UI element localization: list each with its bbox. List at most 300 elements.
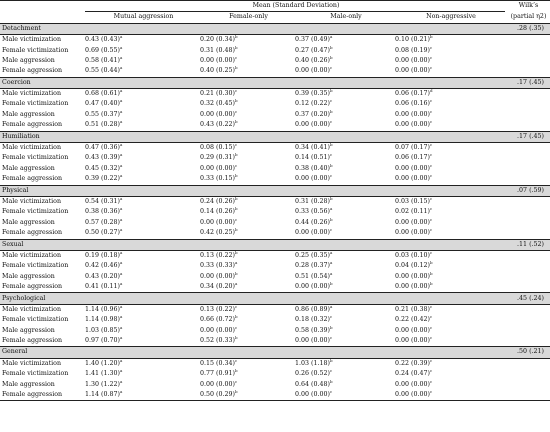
value-cell <box>295 120 395 131</box>
value-cell <box>395 326 505 336</box>
table-row <box>0 45 550 55</box>
mean-sd-value: 0.00 (0.00) <box>395 229 430 237</box>
group-superscript: c <box>429 174 433 179</box>
wilks-blank-cell <box>505 164 550 174</box>
wilks-blank-cell <box>505 56 550 66</box>
row-label: Female aggression <box>2 283 63 291</box>
mean-sd-value: 0.41 (0.11) <box>85 283 120 291</box>
value-cell <box>395 272 505 282</box>
value-cell <box>295 326 395 336</box>
mean-sd-value: 0.45 (0.32) <box>85 164 120 172</box>
value-cell <box>200 304 295 315</box>
mean-sd-value: 0.00 (0.00) <box>200 272 235 280</box>
value-cell <box>295 45 395 55</box>
group-superscript: c <box>329 120 333 125</box>
table-row <box>0 315 550 325</box>
mean-sd-value: 0.00 (0.00) <box>200 380 235 388</box>
section-shade-cell <box>85 23 200 34</box>
value-cell <box>295 261 395 271</box>
value-cell <box>85 120 200 131</box>
section-shade-cell <box>295 239 395 250</box>
section-header-row <box>0 77 550 88</box>
mean-sd-value: 0.22 (0.42) <box>395 316 430 324</box>
row-label: Female victimization <box>2 262 69 270</box>
group-superscript: a <box>119 389 123 394</box>
value-cell <box>295 66 395 77</box>
table-row <box>0 99 550 109</box>
mean-sd-value: 0.33 (0.56) <box>295 208 330 216</box>
value-cell <box>200 56 295 66</box>
section-shade-cell <box>395 293 505 304</box>
section-title: Sexual <box>0 239 85 250</box>
value-cell <box>200 315 295 325</box>
section-wilks-value: .07 (.59) <box>505 185 550 196</box>
mean-sd-value: 0.50 (0.27) <box>85 229 120 237</box>
group-superscript: a <box>119 99 123 104</box>
value-cell <box>395 56 505 66</box>
table-row <box>0 304 550 315</box>
mean-sd-value: 0.00 (0.00) <box>295 67 330 75</box>
mean-sd-heading: Mean (Standard Deviation) <box>85 1 505 12</box>
table-row <box>0 261 550 271</box>
mean-sd-value: 0.58 (0.39) <box>295 326 330 334</box>
value-cell <box>200 207 295 217</box>
group-superscript: c <box>234 88 238 93</box>
group-superscript: a <box>119 358 123 363</box>
table-row <box>0 142 550 153</box>
section-wilks-value: .17 (.45) <box>505 77 550 88</box>
table-row <box>0 174 550 185</box>
mean-sd-value: 0.51 (0.54) <box>295 272 330 280</box>
value-cell <box>395 304 505 315</box>
value-cell <box>85 218 200 228</box>
group-superscript: b <box>234 196 238 201</box>
section-shade-cell <box>200 185 295 196</box>
wilks-blank-cell <box>505 304 550 315</box>
group-superscript: a <box>119 109 123 114</box>
value-cell <box>200 326 295 336</box>
mean-sd-value: 0.00 (0.00) <box>395 326 430 334</box>
mean-sd-value: 0.06 (0.17) <box>395 90 430 98</box>
value-cell <box>395 315 505 325</box>
mean-sd-value: 1.14 (0.96) <box>85 305 120 313</box>
value-cell <box>200 110 295 120</box>
value-cell <box>295 35 395 46</box>
value-cell <box>295 315 395 325</box>
section-shade-cell <box>85 293 200 304</box>
mean-sd-value: 0.77 (0.91) <box>200 370 235 378</box>
mean-sd-value: 0.39 (0.35) <box>295 90 330 98</box>
wilks-blank-cell <box>505 250 550 261</box>
group-superscript: b <box>429 261 433 266</box>
value-cell <box>295 336 395 347</box>
row-label: Male aggression <box>2 272 55 280</box>
table-row <box>0 35 550 46</box>
row-label: Female victimization <box>2 316 69 324</box>
value-cell <box>85 261 200 271</box>
group-superscript: b <box>234 34 238 40</box>
mean-sd-value: 0.40 (0.25) <box>200 67 235 75</box>
table-row <box>0 369 550 379</box>
group-superscript: c <box>329 174 333 179</box>
value-cell <box>395 99 505 109</box>
section-header-row <box>0 185 550 196</box>
group-superscript: b <box>234 369 238 374</box>
group-superscript: a <box>119 142 123 147</box>
wilks-blank-cell <box>505 218 550 228</box>
table-row <box>0 336 550 347</box>
mean-sd-value: 0.02 (0.11) <box>395 208 430 216</box>
mean-sd-value: 0.29 (0.31) <box>200 154 235 162</box>
group-superscript: c <box>429 120 433 125</box>
group-superscript: c <box>429 250 433 255</box>
group-superscript: c <box>429 153 433 158</box>
group-superscript: b <box>329 282 333 287</box>
value-cell <box>85 390 200 401</box>
mean-sd-value: 0.00 (0.00) <box>200 56 235 64</box>
group-superscript: b <box>234 99 238 104</box>
mean-sd-value: 0.00 (0.00) <box>395 164 430 172</box>
row-label: Female aggression <box>2 229 63 237</box>
group-superscript: c <box>429 358 433 363</box>
wilks-blank-cell <box>505 282 550 293</box>
mean-sd-value: 1.14 (0.87) <box>85 391 120 399</box>
group-superscript: a <box>119 369 123 374</box>
mean-sd-value: 0.00 (0.00) <box>295 175 330 183</box>
wilks-blank-cell <box>505 153 550 163</box>
value-cell <box>395 142 505 153</box>
section-shade-cell <box>200 23 295 34</box>
section-title: Coercion <box>0 77 85 88</box>
mean-sd-value: 0.31 (0.28) <box>295 197 330 205</box>
row-label: Male victimization <box>2 305 62 313</box>
section-shade-cell <box>85 185 200 196</box>
mean-sd-value: 0.00 (0.00) <box>395 218 430 226</box>
group-superscript: d <box>429 88 433 93</box>
value-cell <box>200 336 295 347</box>
mean-sd-value: 0.03 (0.10) <box>395 251 430 259</box>
mean-sd-value: 0.40 (0.26) <box>295 56 330 64</box>
table-row <box>0 110 550 120</box>
value-cell <box>85 164 200 174</box>
mean-sd-value: 0.14 (0.26) <box>200 208 235 216</box>
value-cell <box>395 120 505 131</box>
value-cell <box>85 174 200 185</box>
group-superscript: b <box>429 271 433 276</box>
wilks-blank-cell <box>505 120 550 131</box>
group-superscript: c <box>429 315 433 320</box>
column-header-non-aggressive: Non-aggressive <box>395 12 505 23</box>
group-superscript: a <box>329 261 333 266</box>
section-shade-cell <box>85 131 200 142</box>
value-cell <box>395 282 505 293</box>
value-cell <box>395 110 505 120</box>
mean-sd-value: 0.31 (0.48) <box>200 46 235 54</box>
mean-sd-value: 0.07 (0.17) <box>395 144 430 152</box>
section-wilks-value: .50 (.21) <box>505 347 550 358</box>
value-cell <box>85 304 200 315</box>
value-cell <box>395 66 505 77</box>
group-superscript: c <box>329 153 333 158</box>
value-cell <box>395 45 505 55</box>
mean-sd-value: 0.28 (0.37) <box>295 262 330 270</box>
mean-sd-value: 0.55 (0.37) <box>85 110 120 118</box>
group-superscript: b <box>329 358 333 363</box>
section-wilks-value: .28 (.35) <box>505 23 550 34</box>
mean-sd-value: 0.04 (0.12) <box>395 262 430 270</box>
group-superscript: a <box>119 379 123 384</box>
value-cell <box>200 380 295 390</box>
value-cell <box>85 196 200 207</box>
group-superscript: b <box>234 45 238 50</box>
group-superscript: a <box>119 66 123 71</box>
group-superscript: c <box>329 315 333 320</box>
wilks-blank-cell <box>505 207 550 217</box>
value-cell <box>395 196 505 207</box>
mean-sd-value: 0.00 (0.00) <box>295 337 330 345</box>
group-superscript: a <box>329 250 333 255</box>
wilks-blank-cell <box>505 174 550 185</box>
mean-sd-value: 1.40 (1.20) <box>85 359 120 367</box>
mean-sd-value: 0.00 (0.00) <box>395 56 430 64</box>
mean-sd-value: 0.00 (0.00) <box>395 283 430 291</box>
value-cell <box>200 45 295 55</box>
mean-sd-value: 0.43 (0.39) <box>85 154 120 162</box>
value-cell <box>395 390 505 401</box>
mean-sd-value: 0.00 (0.00) <box>295 121 330 129</box>
group-superscript: a <box>234 261 238 266</box>
section-shade-cell <box>395 347 505 358</box>
group-superscript: c <box>234 55 238 60</box>
mean-sd-value: 0.00 (0.00) <box>395 67 430 75</box>
group-superscript: c <box>429 389 433 394</box>
value-cell <box>395 89 505 100</box>
section-shade-cell <box>85 77 200 88</box>
row-label: Female victimization <box>2 154 69 162</box>
section-title: General <box>0 347 85 358</box>
mean-sd-value: 0.37 (0.20) <box>295 110 330 118</box>
group-superscript: c <box>429 217 433 222</box>
value-cell <box>395 153 505 163</box>
group-superscript: b <box>329 142 333 147</box>
mean-sd-value: 0.42 (0.46) <box>85 262 120 270</box>
wilks-blank-cell <box>505 336 550 347</box>
value-cell <box>200 164 295 174</box>
mean-sd-value: 0.08 (0.15) <box>200 144 235 152</box>
mean-sd-value: 0.51 (0.28) <box>85 121 120 129</box>
value-cell <box>200 261 295 271</box>
section-shade-cell <box>85 239 200 250</box>
value-cell <box>85 142 200 153</box>
row-label: Female aggression <box>0 390 85 401</box>
group-superscript: b <box>329 55 333 60</box>
row-label: Female aggression <box>2 121 63 129</box>
value-cell <box>295 250 395 261</box>
mean-sd-value: 0.13 (0.22) <box>200 251 235 259</box>
mean-sd-value: 0.06 (0.16) <box>395 100 430 108</box>
mean-sd-value: 0.13 (0.22) <box>200 305 235 313</box>
group-superscript: c <box>429 45 433 50</box>
value-cell <box>200 142 295 153</box>
group-superscript: b <box>329 379 333 384</box>
group-superscript: b <box>234 207 238 212</box>
mean-sd-value: 0.34 (0.41) <box>295 144 330 152</box>
header-blank-cell <box>0 12 85 23</box>
wilks-heading: Wilk’s <box>505 1 550 12</box>
group-superscript: a <box>119 228 123 233</box>
group-superscript: b <box>329 325 333 330</box>
group-superscript: c <box>429 55 433 60</box>
group-superscript: c <box>329 228 333 233</box>
group-superscript: b <box>329 217 333 222</box>
group-superscript: a <box>234 282 238 287</box>
value-cell <box>85 56 200 66</box>
header-blank-cell <box>0 1 85 12</box>
table-row <box>0 56 550 66</box>
table-row <box>0 250 550 261</box>
mean-sd-value: 0.21 (0.30) <box>200 90 235 98</box>
value-cell <box>200 35 295 46</box>
mean-sd-value: 0.97 (0.70) <box>85 337 120 345</box>
mean-sd-value: 0.33 (0.15) <box>200 175 235 183</box>
group-superscript: c <box>429 99 433 104</box>
mean-sd-value: 1.14 (0.98) <box>85 316 120 324</box>
group-superscript: b <box>234 120 238 125</box>
section-shade-cell <box>395 131 505 142</box>
value-cell <box>395 218 505 228</box>
mean-sd-value: 0.43 (0.22) <box>200 121 235 129</box>
value-cell <box>395 174 505 185</box>
value-cell <box>85 315 200 325</box>
row-label: Male victimization <box>2 251 62 259</box>
group-superscript: a <box>119 55 123 60</box>
group-superscript: c <box>234 304 238 309</box>
section-header-row <box>0 239 550 250</box>
group-superscript: a <box>119 45 123 50</box>
mean-sd-value: 0.68 (0.61) <box>85 90 120 98</box>
table-body <box>0 23 550 401</box>
value-cell <box>295 196 395 207</box>
value-cell <box>295 153 395 163</box>
mean-sd-value: 0.00 (0.00) <box>200 326 235 334</box>
mean-sd-value: 0.34 (0.20) <box>200 283 235 291</box>
wilks-blank-cell <box>505 261 550 271</box>
group-superscript: c <box>329 336 333 340</box>
group-superscript: c <box>429 228 433 233</box>
value-cell <box>295 390 395 401</box>
group-superscript: c <box>429 163 433 168</box>
mean-sd-value: 0.18 (0.32) <box>295 316 330 324</box>
group-superscript: a <box>119 196 123 201</box>
group-superscript: a <box>119 120 123 125</box>
value-cell <box>200 120 295 131</box>
mean-sd-value: 0.47 (0.40) <box>85 100 120 108</box>
mean-sd-value: 0.52 (0.33) <box>200 337 235 345</box>
section-wilks-value: .11 (.52) <box>505 239 550 250</box>
wilks-blank-cell <box>505 110 550 120</box>
mean-sd-value: 0.00 (0.00) <box>395 337 430 345</box>
value-cell <box>295 89 395 100</box>
section-shade-cell <box>395 77 505 88</box>
group-superscript: b <box>329 196 333 201</box>
mean-sd-value: 0.50 (0.29) <box>200 391 235 399</box>
section-shade-cell <box>200 77 295 88</box>
mean-sd-value: 0.00 (0.00) <box>200 218 235 226</box>
wilks-subheading: (partial η2) <box>505 12 550 23</box>
value-cell <box>85 207 200 217</box>
group-superscript: b <box>234 271 238 276</box>
value-cell <box>200 174 295 185</box>
section-shade-cell <box>295 77 395 88</box>
row-label: Female victimization <box>2 46 69 54</box>
group-superscript: c <box>329 369 333 374</box>
group-superscript: a <box>119 34 123 40</box>
mean-sd-value: 0.69 (0.55) <box>85 46 120 54</box>
group-superscript: a <box>119 250 123 255</box>
value-cell <box>85 110 200 120</box>
mean-sd-value: 0.00 (0.00) <box>395 121 430 129</box>
group-superscript: b <box>329 45 333 50</box>
mean-sd-value: 0.58 (0.41) <box>85 56 120 64</box>
row-label: Female aggression <box>2 175 63 183</box>
row-label: Male victimization <box>2 359 62 367</box>
value-cell <box>200 369 295 379</box>
table-row <box>0 164 550 174</box>
table-row <box>0 196 550 207</box>
row-label: Male victimization <box>2 197 62 205</box>
wilks-blank-cell <box>505 358 550 369</box>
value-cell <box>295 380 395 390</box>
value-cell <box>200 99 295 109</box>
value-cell <box>85 282 200 293</box>
row-label: Male victimization <box>2 90 62 98</box>
value-cell <box>295 174 395 185</box>
section-title: Psychological <box>0 293 85 304</box>
mean-sd-value: 0.33 (0.33) <box>200 262 235 270</box>
mean-sd-value: 0.00 (0.00) <box>295 391 330 399</box>
section-shade-cell <box>200 293 295 304</box>
group-superscript: a <box>119 304 123 309</box>
group-superscript: a <box>329 34 333 40</box>
mean-sd-value: 0.00 (0.00) <box>395 272 430 280</box>
section-shade-cell <box>395 185 505 196</box>
value-cell <box>295 369 395 379</box>
wilks-blank-cell <box>505 326 550 336</box>
wilks-blank-cell <box>505 142 550 153</box>
value-cell <box>295 218 395 228</box>
row-label: Male aggression <box>2 110 55 118</box>
group-superscript: a <box>119 88 123 93</box>
row-label: Female victimization <box>2 208 69 216</box>
row-label: Female victimization <box>2 100 69 108</box>
mean-sd-value: 0.22 (0.39) <box>395 359 430 367</box>
section-shade-cell <box>395 239 505 250</box>
header-row-groups <box>0 12 550 23</box>
mean-sd-value: 0.42 (0.25) <box>200 229 235 237</box>
column-header-mutual: Mutual aggression <box>85 12 200 23</box>
mean-sd-value: 0.39 (0.22) <box>85 175 120 183</box>
value-cell <box>395 250 505 261</box>
group-superscript: b <box>234 66 238 71</box>
mean-sd-value: 0.00 (0.00) <box>200 164 235 172</box>
section-header-row <box>0 347 550 358</box>
value-cell <box>85 272 200 282</box>
row-label: Male victimization <box>2 36 62 44</box>
mean-sd-value: 0.08 (0.19) <box>395 46 430 54</box>
group-superscript: c <box>234 325 238 330</box>
row-label: Male aggression <box>2 164 55 172</box>
group-superscript: a <box>119 336 123 340</box>
